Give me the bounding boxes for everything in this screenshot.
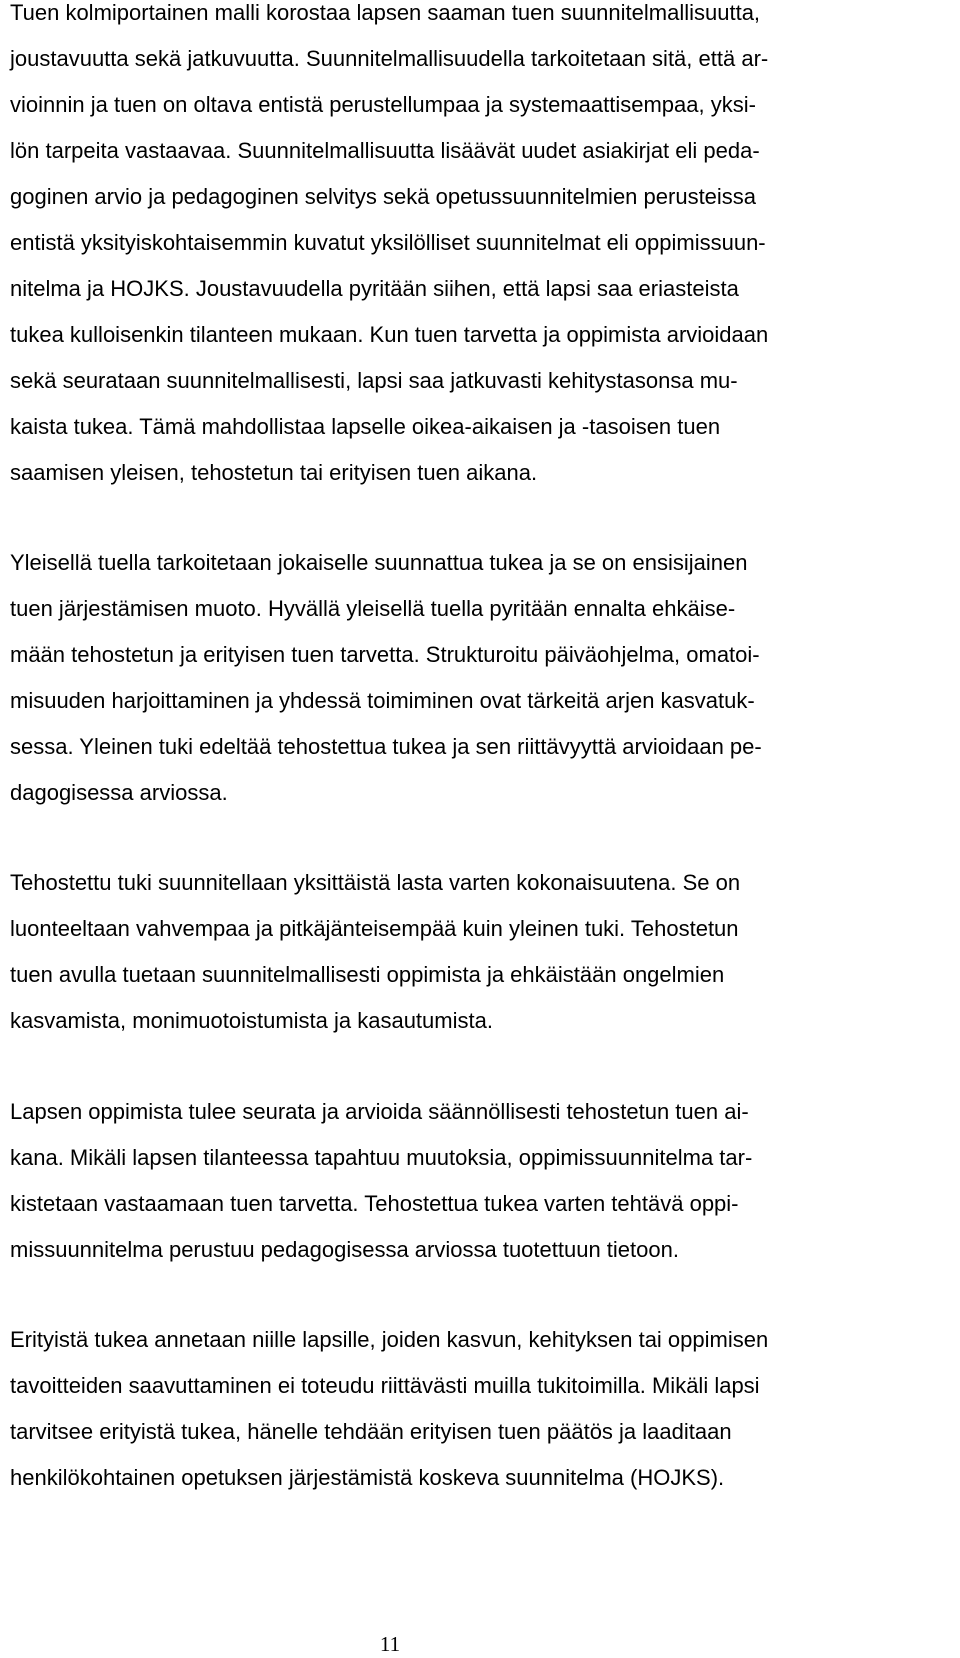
text-line: tarvitsee erityistä tukea, hänelle tehdään erityisen tuen päätös ja laaditaan [10,1419,732,1444]
paragraph-special-support [10,1317,768,1501]
text-line: Erityistä tukea annetaan niille lapsille, joiden kasvun, kehityksen tai oppimisen [10,1327,769,1352]
page-number: 11 [379,1632,401,1656]
text-line: goginen arvio ja pedagoginen selvitys sekä opetussuunnitelmien perusteissa [10,184,757,209]
text-line: entistä yksityiskohtaisemmin kuvatut yksilölliset suunnitelmat eli oppimissuun- [10,230,766,255]
text-line: sekä seurataan suunnitelmallisesti, lapsi saa jatkuvasti kehitystasonsa mu- [10,368,738,393]
paragraph-intensified-support [10,860,740,1044]
text-line: Lapsen oppimista tulee seurata ja arvioida säännöllisesti tehostetun tuen ai- [10,1099,749,1124]
text-line: tukea kulloisenkin tilanteen mukaan. Kun tuen tarvetta ja oppimista arvioidaan [10,322,769,347]
text-line: vioinnin ja tuen on oltava entistä perustellumpaa ja systemaattisempaa, yksi- [10,92,756,117]
text-line: joustavuutta sekä jatkuvuutta. Suunnitelmallisuudella tarkoitetaan sitä, että ar- [10,46,769,71]
text-line: tuen avulla tuetaan suunnitelmallisesti oppimista ja ehkäistään ongelmien [10,962,725,987]
paragraph-general-support [10,540,762,816]
text-line: saamisen yleisen, tehostetun tai erityisen tuen aikana. [10,460,538,485]
text-line: luonteeltaan vahvempaa ja pitkäjänteisempää kuin yleinen tuki. Tehostetun [10,916,739,941]
text-line: sessa. Yleinen tuki edeltää tehostettua tukea ja sen riittävyyttä arvioidaan pe- [10,734,762,759]
text-line: tavoitteiden saavuttaminen ei toteudu riittävästi muilla tukitoimilla. Mikäli lapsi [10,1373,760,1398]
text-line: Yleisellä tuella tarkoitetaan jokaiselle suunnattua tukea ja se on ensisijainen [10,550,748,575]
text-line: henkilökohtainen opetuksen järjestämistä koskeva suunnitelma (HOJKS). [10,1465,725,1490]
text-line: Tuen kolmiportainen malli korostaa lapsen saaman tuen suunnitelmallisuutta, [10,0,761,25]
text-line: lön tarpeita vastaavaa. Suunnitelmallisuutta lisäävät uudet asiakirjat eli peda- [10,138,760,163]
text-line: tuen järjestämisen muoto. Hyvällä yleisellä tuella pyritään ennalta ehkäise- [10,596,736,621]
text-line: Tehostettu tuki suunnitellaan yksittäistä lasta varten kokonaisuutena. Se on [10,870,741,895]
text-line: kistetaan vastaamaan tuen tarvetta. Tehostettua tukea varten tehtävä oppi- [10,1191,739,1216]
text-line: misuuden harjoittaminen ja yhdessä toimiminen ovat tärkeitä arjen kasvatuk- [10,688,755,713]
text-line: mään tehostetun ja erityisen tuen tarvetta. Strukturoitu päiväohjelma, omatoi- [10,642,760,667]
paragraph-three-tier-model [10,0,768,496]
text-line: kaista tukea. Tämä mahdollistaa lapselle oikea-aikaisen ja -tasoisen tuen [10,414,721,439]
paragraph-learning-assessment [10,1089,752,1273]
text-line: kana. Mikäli lapsen tilanteessa tapahtuu muutoksia, oppimissuunnitelma tar- [10,1145,753,1170]
text-line: nitelma ja HOJKS. Joustavuudella pyritään siihen, että lapsi saa eriasteista [10,276,739,301]
text-line: dagogisessa arviossa. [10,780,228,805]
text-line: missuunnitelma perustuu pedagogisessa arviossa tuotettuun tietoon. [10,1237,679,1262]
text-line: kasvamista, monimuotoistumista ja kasautumista. [10,1008,493,1033]
